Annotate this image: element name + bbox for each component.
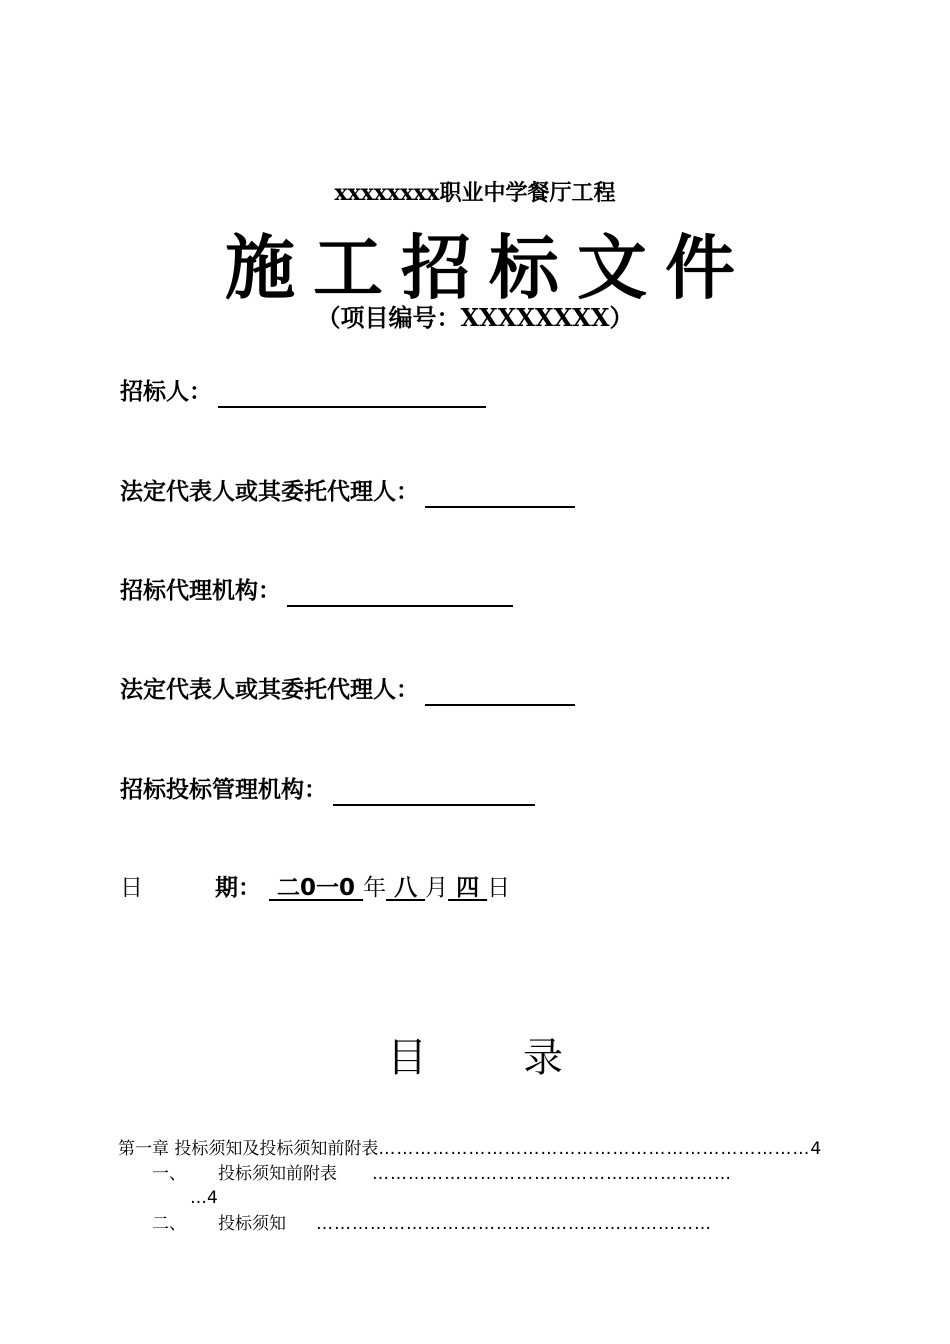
fill-blank <box>425 676 575 706</box>
toc-entry[interactable] <box>152 1162 186 1186</box>
field-label: 招标代理机构： <box>120 578 281 604</box>
toc-entry-num: 二、 <box>152 1214 186 1234</box>
project-number: （项目编号：XXXXXXXX） <box>316 303 634 332</box>
date-row <box>120 870 510 906</box>
date-day-unit: 日 <box>487 875 511 901</box>
fill-blank <box>287 577 513 607</box>
field-agency <box>120 575 513 607</box>
fill-blank <box>425 478 575 508</box>
toc-entry-text: 第一章 投标须知及投标须知前附表 <box>118 1139 379 1159</box>
field-management-org <box>120 774 535 806</box>
date-year: 二0一0 <box>277 875 356 901</box>
toc-entry-page: …4 <box>190 1188 218 1208</box>
toc-leader-dots: ………………………………………………………… <box>316 1214 712 1234</box>
field-label: 法定代表人或其委托代理人： <box>120 677 419 703</box>
toc-entry[interactable] <box>118 1137 821 1161</box>
date-month-unit: 月 <box>425 875 449 901</box>
fill-blank <box>333 776 535 806</box>
date-label-right: 期： <box>215 875 261 901</box>
field-label: 法定代表人或其委托代理人： <box>120 479 419 505</box>
field-legal-rep-2 <box>120 674 575 706</box>
date-label-left: 日 <box>120 875 143 901</box>
project-name: xxxxxxxx职业中学餐厅工程 <box>334 180 616 206</box>
field-label: 招标投标管理机构： <box>120 777 327 803</box>
toc-entry-num: 一、 <box>152 1164 186 1184</box>
document-title: 施工招标文件 <box>225 227 753 309</box>
toc-entry-page: 4 <box>810 1139 822 1159</box>
date-month: 八 <box>394 875 418 901</box>
toc-title: 目 录 <box>387 1035 563 1081</box>
field-label: 招标人： <box>120 379 212 405</box>
toc-leader-dots: …………………………………………………… <box>372 1164 732 1184</box>
date-year-unit: 年 <box>363 875 387 901</box>
toc-entry-text: 投标须知 <box>218 1214 286 1234</box>
date-day: 四 <box>456 875 480 901</box>
fill-blank <box>218 378 486 408</box>
toc-entry[interactable] <box>152 1212 186 1236</box>
field-tenderer <box>120 376 486 408</box>
field-legal-rep-1 <box>120 476 575 508</box>
toc-leader-dots: ……………………………………………………………… <box>378 1139 811 1159</box>
toc-entry-text: 投标须知前附表 <box>218 1164 337 1184</box>
